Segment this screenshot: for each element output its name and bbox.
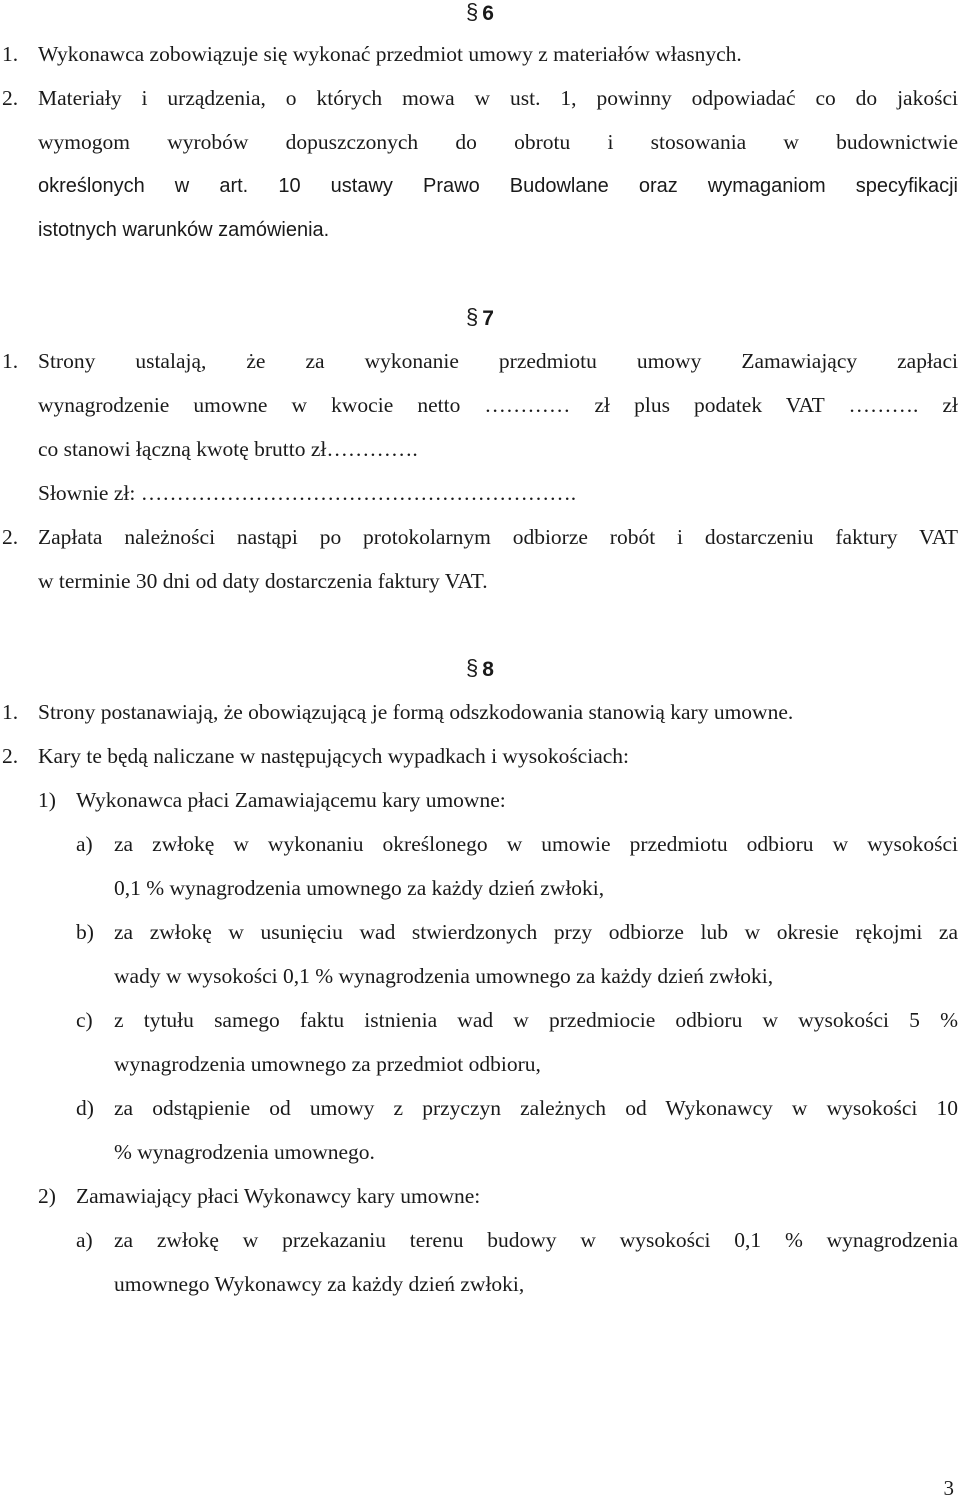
paragraph-line: wymogom wyrobów dopuszczonych do obrotu i stosowania w budownictwie xyxy=(38,130,958,154)
section-mark: § xyxy=(466,655,479,680)
paragraph-line: Kary te będą naliczane w następujących wypadkach i wysokościach: xyxy=(38,744,630,768)
section-heading-8 xyxy=(0,655,960,682)
paragraph-line: 0,1 % wynagrodzenia umownego za każdy dzień zwłoki, xyxy=(114,876,605,900)
section-mark: § xyxy=(466,304,479,329)
item-number: 2. xyxy=(2,86,19,110)
paragraph-line: za odstąpienie od umowy z przyczyn zależnych od Wykonawcy w wysokości 10 xyxy=(114,1096,958,1120)
paragraph-line: z tytułu samego faktu istnienia wad w przedmiocie odbioru w wysokości 5 % xyxy=(114,1008,958,1032)
page-number: 3 xyxy=(943,1476,954,1500)
paragraph-line: % wynagrodzenia umownego. xyxy=(114,1140,375,1164)
paragraph-line: wynagrodzenie umowne w kwocie netto ………… zł plus podatek VAT ………. zł xyxy=(38,393,958,417)
paragraph-line: co stanowi łączną kwotę brutto zł…………. xyxy=(38,437,418,461)
paragraph-line: za zwłokę w przekazaniu terenu budowy w wysokości 0,1 % wynagrodzenia xyxy=(114,1228,958,1252)
item-number: 2. xyxy=(2,525,19,549)
paragraph-line: wady w wysokości 0,1 % wynagrodzenia umownego za każdy dzień zwłoki, xyxy=(114,964,774,988)
item-number: 1) xyxy=(38,788,56,812)
paragraph-line: istotnych warunków zamówienia. xyxy=(38,219,330,241)
paragraph-line: określonych w art. 10 ustawy Prawo Budowlane oraz wymaganiom specyfikacji xyxy=(38,175,958,197)
item-number: 2. xyxy=(2,744,19,768)
item-number: 2) xyxy=(38,1184,56,1208)
paragraph-line: Strony postanawiają, że obowiązującą je formą odszkodowania stanowią kary umowne. xyxy=(38,700,794,724)
paragraph-line: za zwłokę w usunięciu wad stwierdzonych przy odbiorze lub w okresie rękojmi za xyxy=(114,920,958,944)
item-number: 1. xyxy=(2,349,19,373)
paragraph-line: Zapłata należności nastąpi po protokolarnym odbiorze robót i dostarczeniu faktury VAT xyxy=(38,525,958,549)
item-letter: a) xyxy=(76,832,93,856)
section-number: 7 xyxy=(482,307,494,330)
section-heading-6 xyxy=(0,2,960,26)
paragraph-line: Strony ustalają, że za wykonanie przedmiotu umowy Zamawiający zapłaci xyxy=(38,349,958,373)
paragraph-line: umownego Wykonawcy za każdy dzień zwłoki, xyxy=(114,1272,525,1296)
item-number: 1. xyxy=(2,700,19,724)
paragraph-line: Słownie zł: ……………………………………………………. xyxy=(38,481,577,505)
item-letter: b) xyxy=(76,920,94,944)
section-mark: § xyxy=(466,0,479,24)
section-heading-7 xyxy=(0,304,960,331)
item-letter: a) xyxy=(76,1228,93,1252)
paragraph-line: wynagrodzenia umownego za przedmiot odbioru, xyxy=(114,1052,541,1076)
paragraph-line: Zamawiający płaci Wykonawcy kary umowne: xyxy=(76,1184,481,1208)
paragraph-line: Wykonawca płaci Zamawiającemu kary umowne: xyxy=(76,788,506,812)
item-letter: c) xyxy=(76,1008,93,1032)
item-number: 1. xyxy=(2,42,19,66)
paragraph-line: za zwłokę w wykonaniu określonego w umowie przedmiotu odbioru w wysokości xyxy=(114,832,958,856)
section-number: 8 xyxy=(482,658,494,681)
item-letter: d) xyxy=(76,1096,94,1120)
paragraph-line: w terminie 30 dni od daty dostarczenia faktury VAT. xyxy=(38,569,488,593)
paragraph-line: Wykonawca zobowiązuje się wykonać przedmiot umowy z materiałów własnych. xyxy=(38,42,742,66)
section-number: 6 xyxy=(482,2,494,25)
paragraph-line: Materiały i urządzenia, o których mowa w ust. 1, powinny odpowiadać co do jakości xyxy=(38,86,958,110)
